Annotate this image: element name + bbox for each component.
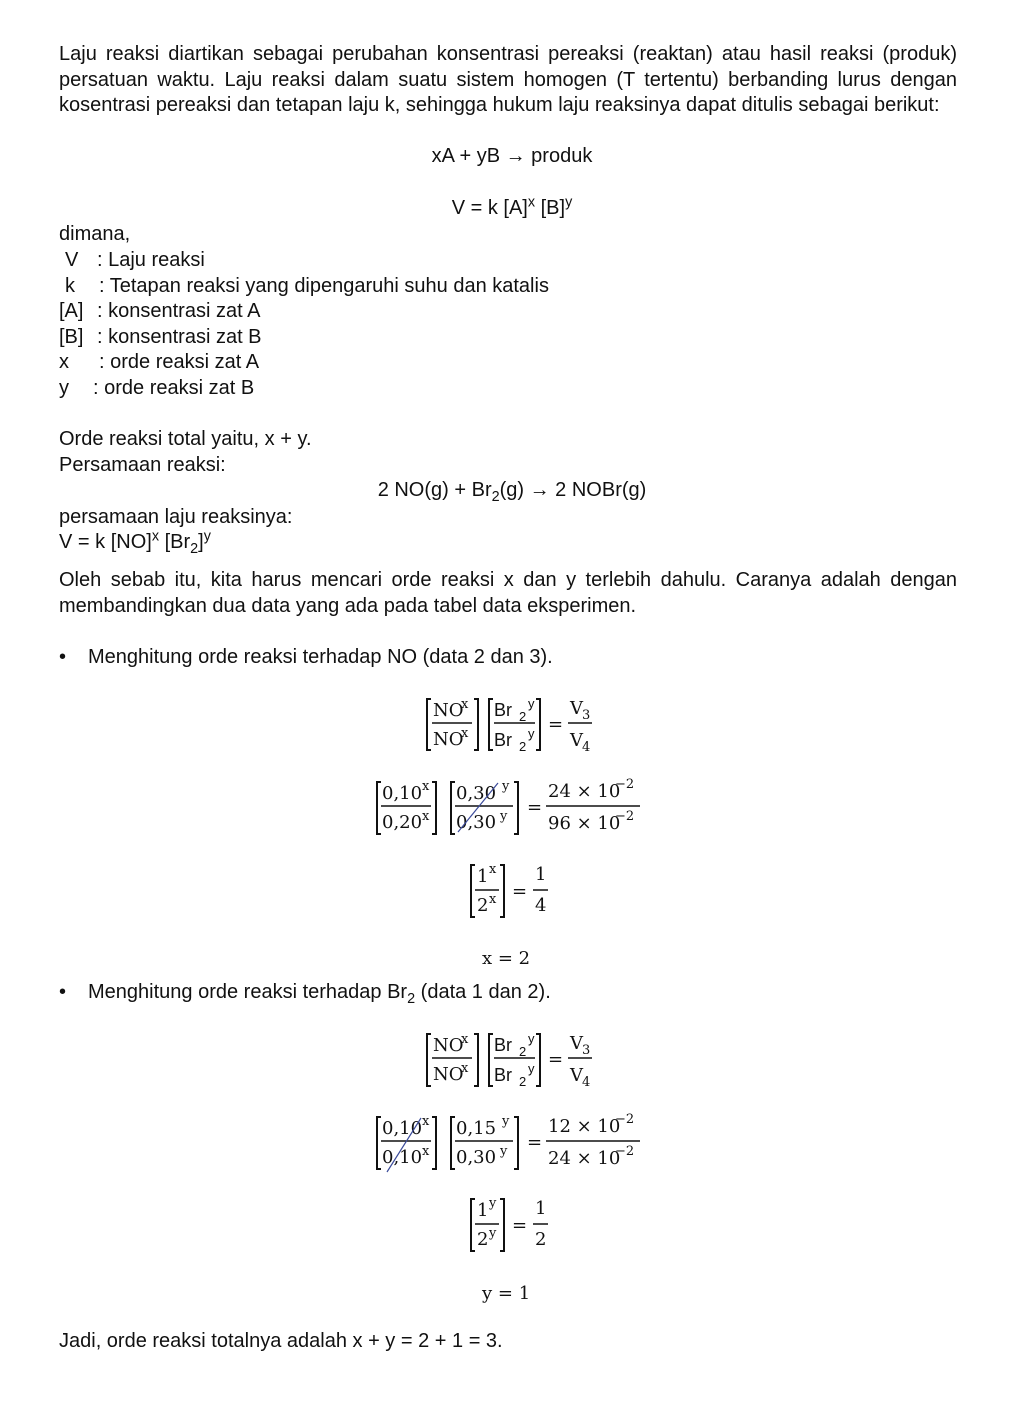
bullet-dot: •: [59, 981, 67, 1003]
svg-text:V: V: [570, 1033, 583, 1054]
svg-text:−2: −2: [615, 809, 635, 824]
svg-text:=: =: [512, 1215, 528, 1236]
svg-text:0,30: 0,30: [456, 812, 497, 833]
svg-text:1: 1: [477, 1200, 489, 1221]
specific-rate-law: V = k [NO]$^x$ $[Br_2]^y$: [59, 528, 211, 557]
svg-text:NO: NO: [433, 700, 464, 721]
svg-text:−2: −2: [615, 777, 635, 792]
svg-text:0,30: 0,30: [456, 1147, 497, 1168]
svg-text:4: 4: [582, 1075, 591, 1090]
svg-text:NO: NO: [433, 1064, 464, 1085]
ratio-values-no: [377, 777, 640, 834]
svg-text:4: 4: [535, 895, 547, 916]
svg-text:=: =: [527, 797, 543, 818]
svg-text:2: 2: [519, 709, 527, 724]
svg-text:y: y: [500, 1144, 508, 1159]
svg-text:x: x: [422, 779, 430, 794]
method-paragraph: Oleh sebab itu, kita harus mencari orde reaksi x dan y terlebih dahulu. Caranya adalah dengan membandingkan dua data yang ada pada tabel data eksperimen.: [59, 569, 957, 617]
svg-text:96 × 10: 96 × 10: [548, 813, 621, 834]
svg-text:3: 3: [582, 708, 591, 723]
svg-text:24 × 10: 24 × 10: [548, 1148, 621, 1169]
svg-text:−2: −2: [615, 1112, 635, 1127]
svg-text:=: =: [512, 881, 528, 902]
ratio-equation-br2: [427, 1031, 592, 1090]
svg-text:3: 3: [582, 1043, 591, 1058]
svg-text:4: 4: [582, 740, 591, 755]
svg-text:0,20: 0,20: [382, 812, 423, 833]
svg-text:−2: −2: [615, 1144, 635, 1159]
svg-text:NO: NO: [433, 1035, 464, 1056]
svg-text:2: 2: [519, 739, 527, 754]
svg-text:x: x: [461, 726, 469, 741]
svg-text:y: y: [528, 1031, 535, 1046]
svg-text:x: x: [461, 1061, 469, 1076]
svg-text:Br: Br: [494, 700, 512, 720]
svg-text:x: x: [422, 1114, 430, 1129]
svg-text:V: V: [570, 730, 583, 751]
conclusion: Jadi, orde reaksi totalnya adalah x + y = 2 + 1 = 3.: [59, 1330, 503, 1352]
svg-text:=: =: [548, 714, 564, 735]
svg-text:x: x: [422, 1144, 430, 1159]
svg-text:2: 2: [535, 1229, 547, 1250]
total-order-text: Orde reaksi total yaitu, x + y.: [59, 428, 312, 450]
svg-text:y: y: [502, 779, 510, 794]
svg-text:y: y: [489, 1226, 497, 1241]
svg-text:0,10: 0,10: [382, 783, 423, 804]
ratio-simplified-y: [471, 1196, 548, 1251]
rate-law: V = k $[A]^x$ $[B]^y$: [451, 194, 573, 219]
svg-text:y: y: [500, 809, 508, 824]
svg-text:=: =: [527, 1132, 543, 1153]
svg-text:0,15: 0,15: [456, 1118, 497, 1139]
svg-text:V: V: [570, 1065, 583, 1086]
result-x: x = 2: [482, 948, 531, 969]
svg-text:x: x: [489, 862, 497, 877]
svg-text:1: 1: [535, 1198, 547, 1219]
svg-text:x: x: [461, 1032, 469, 1047]
ratio-values-br2: [377, 1112, 640, 1172]
general-reaction: xA + yB → produk: [431, 145, 593, 167]
svg-text:2: 2: [477, 895, 489, 916]
svg-text:0,10: 0,10: [382, 1118, 423, 1139]
svg-text:0,10: 0,10: [382, 1147, 423, 1168]
svg-text:NO: NO: [433, 729, 464, 750]
svg-text:x: x: [461, 697, 469, 712]
bullet-dot: •: [59, 646, 67, 668]
svg-text:x: x: [489, 892, 497, 907]
intro-paragraph: Laju reaksi diartikan sebagai perubahan konsentrasi pereaksi (reaktan) atau hasil reaksi (produk) persatuan waktu. Laju reaksi dalam suatu sistem homogen (T tertentu) berbanding lurus dengan kosentrasi pereaksi dan tetapan laju k, sehingga hukum laju reaksinya dapat ditulis sebagai berikut:: [59, 43, 957, 116]
svg-text:2: 2: [519, 1074, 527, 1089]
svg-text:y: y: [528, 726, 535, 741]
svg-text:24 × 10: 24 × 10: [548, 781, 621, 802]
svg-text:y: y: [528, 1061, 535, 1076]
svg-text:Br: Br: [494, 1035, 512, 1055]
svg-text:x: x: [422, 809, 430, 824]
svg-text:y: y: [489, 1196, 497, 1211]
result-y: y = 1: [482, 1283, 531, 1304]
svg-text:1: 1: [535, 864, 547, 885]
svg-text:2: 2: [477, 1229, 489, 1250]
svg-text:12 × 10: 12 × 10: [548, 1116, 621, 1137]
svg-text:0,30: 0,30: [456, 783, 497, 804]
svg-text:Br: Br: [494, 730, 512, 750]
svg-text:1: 1: [477, 866, 489, 887]
svg-text:y: y: [528, 696, 535, 711]
ratio-equation-no: [427, 696, 592, 755]
svg-text:=: =: [548, 1049, 564, 1070]
svg-text:Br: Br: [494, 1065, 512, 1085]
persamaan-label: Persamaan reaksi:: [59, 454, 226, 476]
svg-text:y: y: [502, 1114, 510, 1129]
laju-label: persamaan laju reaksinya:: [59, 506, 293, 528]
svg-text:V: V: [570, 698, 583, 719]
ratio-simplified-x: [471, 862, 548, 917]
svg-text:2: 2: [519, 1044, 527, 1059]
dimana-label: dimana,: [59, 223, 131, 245]
reaction-equation: 2 $NO(g) + Br_2(g) \to 2$ NOBr(g): [377, 479, 647, 505]
